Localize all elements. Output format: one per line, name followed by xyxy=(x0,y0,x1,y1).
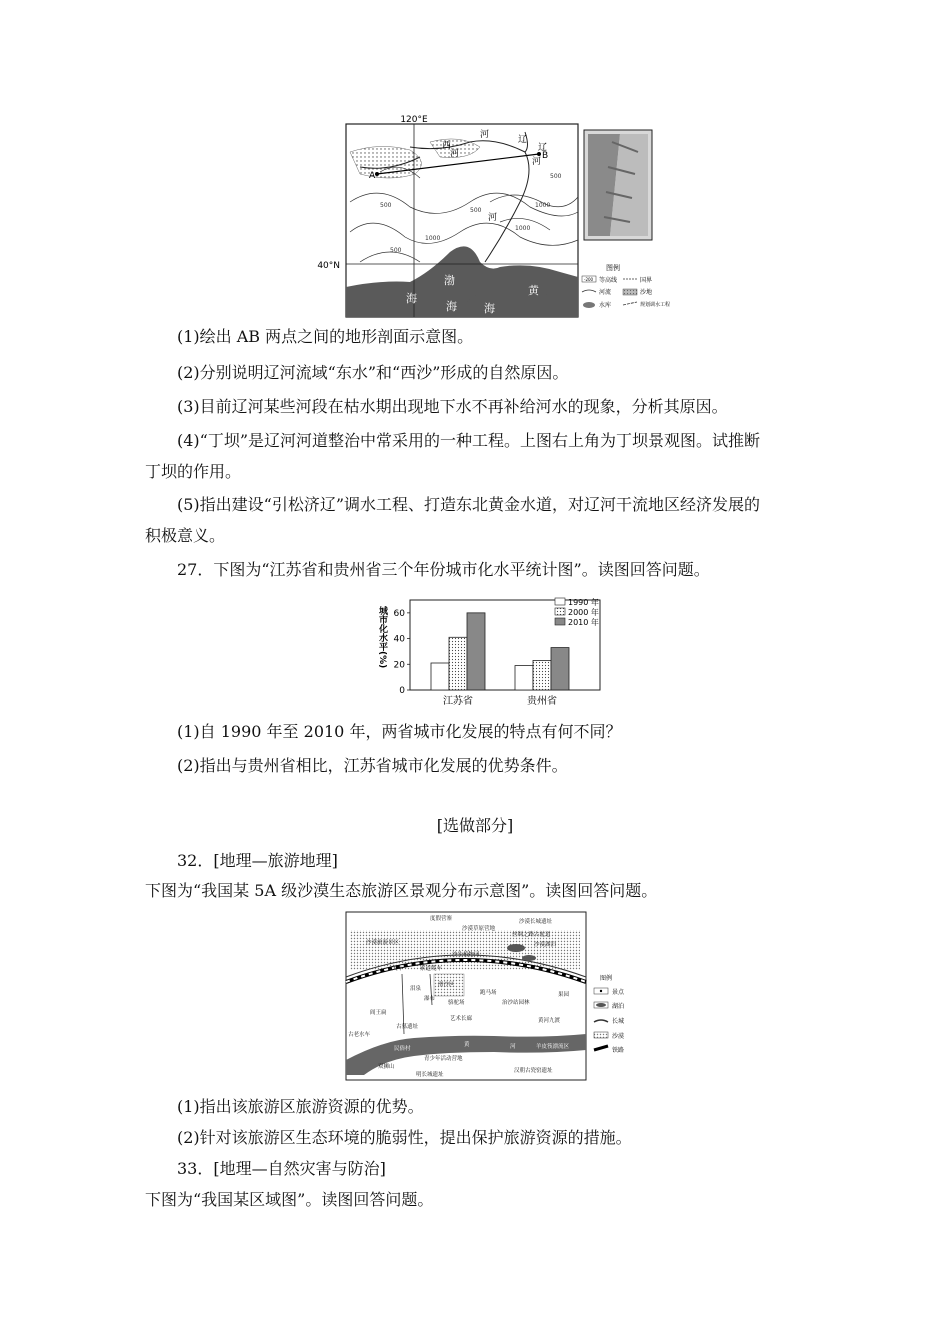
legend-label: 2010 年 xyxy=(568,618,599,627)
q27-part1: (1)自 1990 年至 2010 年，两省城市化发展的特点有何不同？ xyxy=(177,722,622,741)
q27-part2: (2)指出与贵州省相比，江苏省城市化发展的优势条件。 xyxy=(177,756,568,775)
q32-part2: (2)针对该旅游区生态环境的脆弱性，提出保护旅游资源的措施。 xyxy=(177,1128,632,1147)
legend-contour: 等高线 xyxy=(599,277,618,284)
legend-wall: 长城 xyxy=(612,1018,625,1025)
bar xyxy=(449,637,467,690)
legend-lake: 湖泊 xyxy=(612,1003,625,1010)
q26-part2: (2)分别说明辽河流域“东水”和“西沙”形成的自然原因。 xyxy=(177,363,569,382)
spot-label: 沙漠草原营地 xyxy=(462,926,496,932)
spot-label: 骆驼场 xyxy=(448,1000,465,1006)
legend-border: 国界 xyxy=(640,277,653,284)
spot-label: 果园 xyxy=(558,992,570,998)
spot-label: 民俗村 xyxy=(394,1046,411,1052)
y-tick-label: 60 xyxy=(393,608,405,619)
spot-label: 沙漠湖泊 xyxy=(534,942,557,948)
river-label: 辽 xyxy=(538,143,548,153)
q26-part4-cont: 丁坝的作用。 xyxy=(145,462,242,481)
y-tick-label: 20 xyxy=(393,660,405,671)
spot-label: 青少年活动营地 xyxy=(424,1056,463,1062)
q32-intro: 下图为“我国某 5A 级沙漠生态旅游区景观分布示意图”。读图回答问题。 xyxy=(145,881,658,900)
bar xyxy=(431,663,449,690)
x-category-label: 贵州省 xyxy=(527,696,557,707)
q33-intro: 下图为“我国某区域图”。读图回答问题。 xyxy=(145,1190,434,1209)
lon-label: 120°E xyxy=(400,115,428,125)
x-category-label: 江苏省 xyxy=(443,696,473,707)
legend-swatch xyxy=(555,598,565,605)
contour-label: 500 xyxy=(380,202,392,209)
svg-text:-200: -200 xyxy=(584,277,594,282)
spot-label: 沙漠旅游景区 xyxy=(366,940,400,946)
sea-label: 黄 xyxy=(528,284,539,297)
spot-label: 明长城遗址 xyxy=(416,1072,444,1078)
optional-heading: [选做部分] xyxy=(436,816,514,835)
q26-part1: (1)绘出 AB 两点之间的地形剖面示意图。 xyxy=(177,327,474,346)
spot-label: 索道缆车 xyxy=(420,966,443,972)
urbanization-chart xyxy=(370,592,610,712)
legend-swatch xyxy=(555,618,565,625)
contour-label: 500 xyxy=(390,247,402,254)
sea-label: 渤 xyxy=(444,274,455,287)
sea-label: 海 xyxy=(446,300,457,313)
bar xyxy=(467,613,485,690)
spot-label: 双狮山 xyxy=(378,1064,395,1070)
spot-label: 瀑布 xyxy=(424,996,436,1002)
lat-label: 40°N xyxy=(317,261,340,271)
legend-railway: 铁路 xyxy=(612,1047,625,1054)
contour-label: 500 xyxy=(550,173,562,180)
legend-swatch xyxy=(555,608,565,615)
point-a-label: A xyxy=(369,171,376,181)
spot-label: 古墓遗址 xyxy=(396,1024,419,1030)
river-label: 河 xyxy=(488,213,498,223)
q26-part4: (4)“丁坝”是辽河河道整治中常采用的一种工程。上图右上角为丁坝景观图。试推断 xyxy=(177,431,761,450)
bar xyxy=(515,666,533,690)
liao-river-map xyxy=(317,112,685,320)
spot-label: 沙漠长城遗址 xyxy=(519,919,553,925)
legend-river: 河流 xyxy=(599,289,612,296)
spot-label: 古老水车 xyxy=(348,1032,371,1038)
y-axis-label: 城市化水平(%) xyxy=(377,606,387,669)
legend-sand: 沙地 xyxy=(640,289,653,296)
river-label: 河 xyxy=(532,157,542,167)
spot-label: 羊皮筏漂流区 xyxy=(536,1044,570,1050)
bar xyxy=(533,660,551,690)
y-tick-label: 40 xyxy=(393,634,405,645)
legend-reservoir: 水库 xyxy=(599,302,612,309)
q27-intro: 27．下图为“江苏省和贵州省三个年份城市化水平统计图”。读图回答问题。 xyxy=(177,560,710,579)
river-label: 黄 xyxy=(464,1042,470,1048)
spot-label: 跑马场 xyxy=(480,990,497,996)
q26-part5-cont: 积极意义。 xyxy=(145,526,226,545)
legend-spot: 景点 xyxy=(612,989,625,996)
contour-label: 1000 xyxy=(515,225,531,232)
contour-label: 1000 xyxy=(425,235,441,242)
river-label: 河 xyxy=(480,130,490,140)
legend-label: 1990 年 xyxy=(568,598,599,607)
sea-label: 海 xyxy=(484,302,495,315)
map2-legend xyxy=(594,974,625,1054)
legend-water-project: 规划调水工程 xyxy=(640,302,671,308)
river-label: 辽 xyxy=(518,135,528,145)
spot-label: 艺术长廊 xyxy=(450,1016,473,1022)
q26-part5: (5)指出建设“引松济辽”调水工程、打造东北黄金水道，对辽河干流地区经济发展的 xyxy=(177,495,761,514)
spot-label: 黄河九渡 xyxy=(538,1018,561,1024)
desert-tourism-map xyxy=(344,910,644,1085)
contour-label: 500 xyxy=(470,207,482,214)
bar xyxy=(551,648,569,690)
spot-label: 丝绸之路古驼道 xyxy=(512,932,551,938)
y-tick-label: 0 xyxy=(399,686,405,696)
q32-part1: (1)指出该旅游区旅游资源的优势。 xyxy=(177,1097,424,1116)
spot-label: 阎王扁 xyxy=(370,1010,387,1016)
spot-label: 滑沙区 xyxy=(438,982,455,988)
river-label: 西 xyxy=(442,141,452,151)
legend-label: 2000 年 xyxy=(568,608,599,617)
contour-label: 1000 xyxy=(535,202,551,209)
q32-title: 32．[地理—旅游地理] xyxy=(177,851,338,870)
spot-label: 度假营寨 xyxy=(430,916,453,922)
spot-label: 治沙站园林 xyxy=(502,1000,530,1006)
spot-label: 汉朝古瓷窑遗址 xyxy=(514,1068,553,1074)
legend-desert: 沙漠 xyxy=(612,1033,625,1040)
spot-label: 沙生植物园 xyxy=(452,952,480,958)
spot-label: 天车 xyxy=(392,966,404,972)
sea-label: 海 xyxy=(406,292,417,305)
point-b-label: B xyxy=(542,151,549,161)
svg-text:图例: 图例 xyxy=(606,264,620,272)
spot-label: 泪泉 xyxy=(410,986,422,992)
q33-title: 33．[地理—自然灾害与防治] xyxy=(177,1159,386,1178)
river-label: 河 xyxy=(450,149,460,159)
q26-part3: (3)目前辽河某些河段在枯水期出现地下水不再补给河水的现象，分析其原因。 xyxy=(177,397,728,416)
map1-legend xyxy=(582,263,670,309)
svg-text:图例: 图例 xyxy=(600,975,613,982)
river-label: 河 xyxy=(510,1044,516,1050)
